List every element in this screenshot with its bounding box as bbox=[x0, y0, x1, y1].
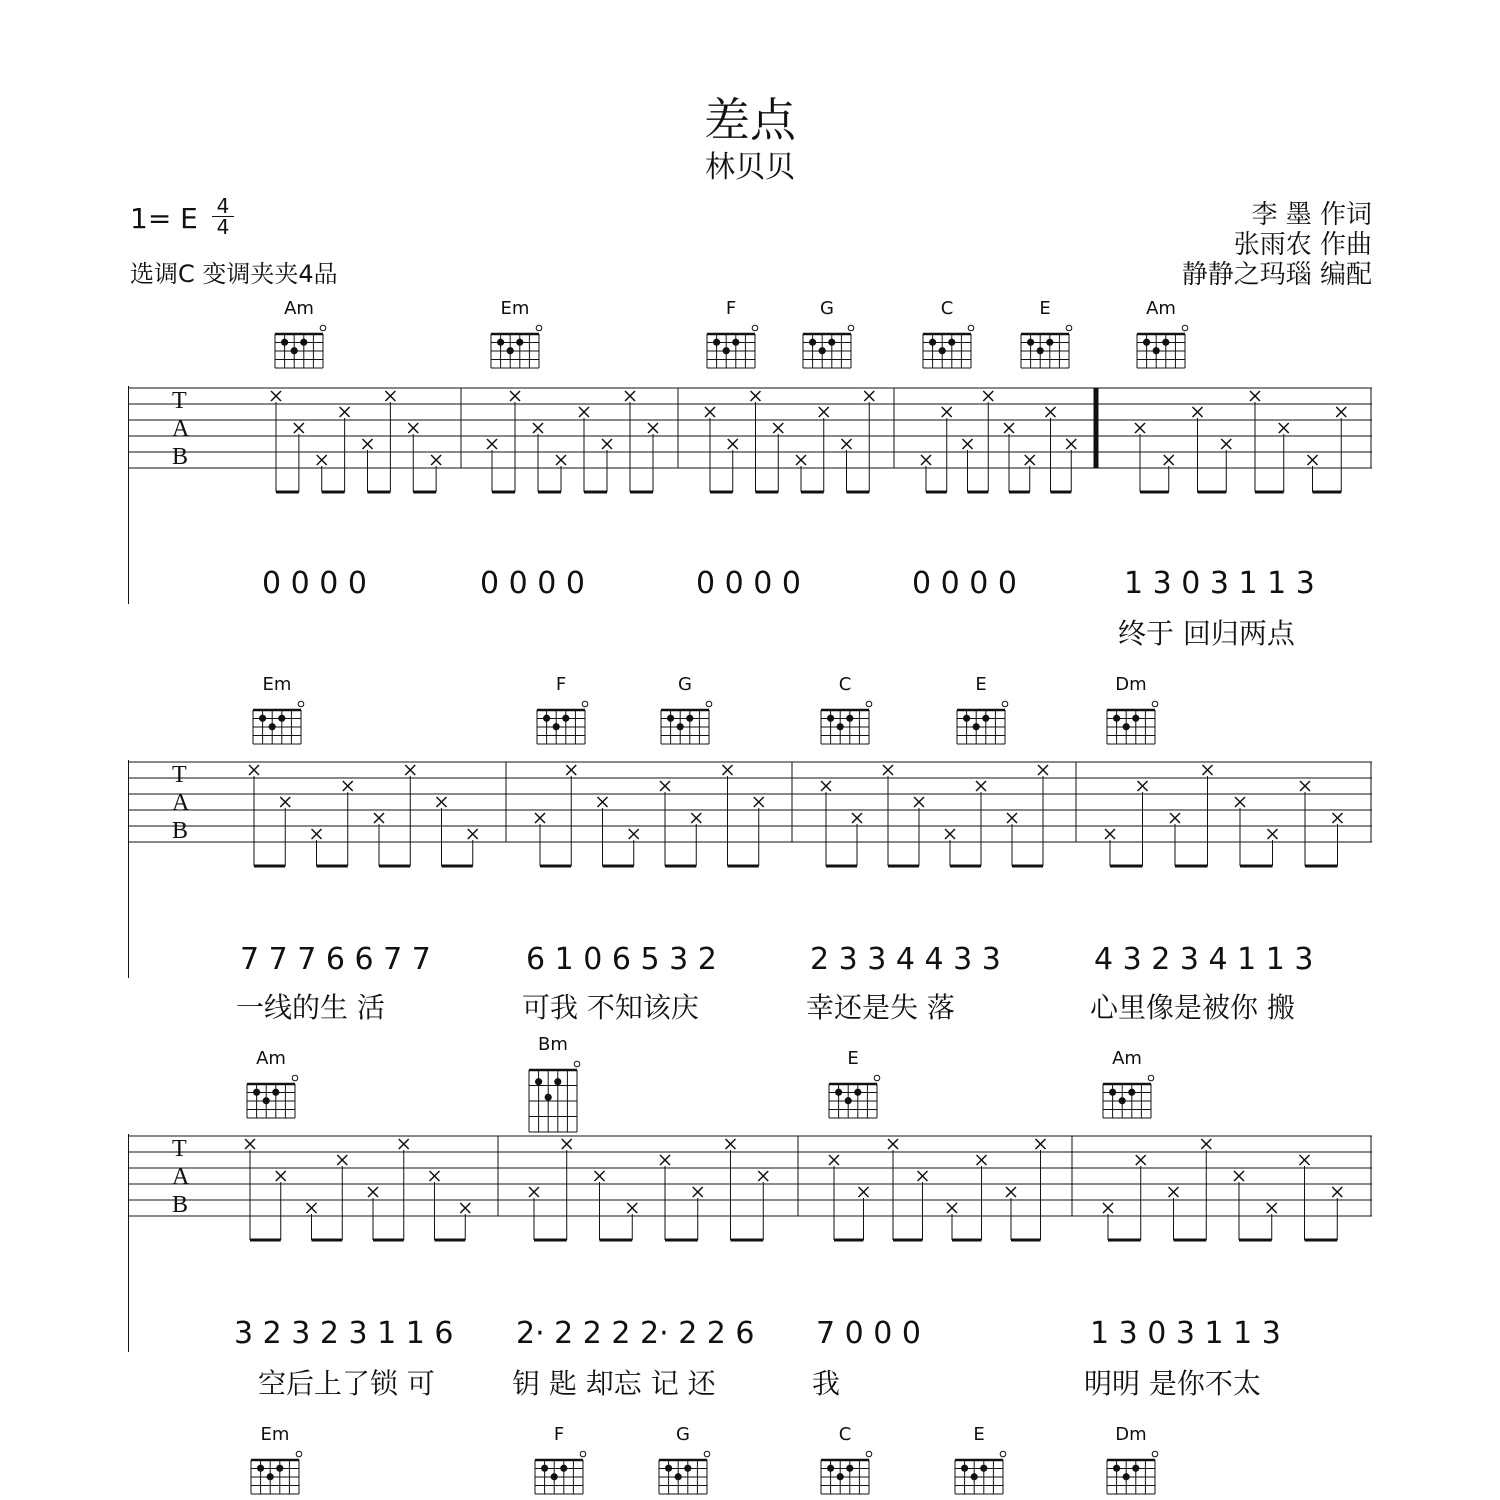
system-bracket bbox=[128, 1134, 129, 1352]
chord-grid bbox=[653, 1446, 713, 1498]
chord-diagram bbox=[1010, 298, 1080, 372]
chord-grid bbox=[917, 320, 977, 372]
chord-name: F bbox=[553, 1424, 565, 1445]
chord-grid bbox=[823, 1070, 883, 1122]
tab-staff bbox=[128, 760, 1372, 870]
chord-name: F bbox=[555, 674, 567, 695]
chord-name: E bbox=[975, 674, 987, 695]
svg-text:B: B bbox=[172, 1192, 189, 1218]
capo-info: 选调C 变调夹夹4品 bbox=[130, 260, 338, 288]
chord-grid bbox=[529, 1446, 589, 1498]
svg-text:A: A bbox=[172, 416, 190, 442]
chord-diagram bbox=[810, 674, 880, 748]
jianpu-measure: 1 3 0 3 1 1 3 bbox=[1090, 1316, 1281, 1351]
jianpu-measure: 2 3 3 4 4 3 3 bbox=[810, 942, 1001, 977]
tab-staff bbox=[128, 386, 1372, 496]
time-bottom: 4 bbox=[216, 215, 230, 239]
chord-grid bbox=[1101, 1446, 1161, 1498]
lyric-line: 我 bbox=[812, 1367, 841, 1400]
svg-text:T: T bbox=[172, 762, 187, 788]
chord-name: E bbox=[973, 1424, 985, 1445]
chord-diagram bbox=[912, 298, 982, 372]
lyric-line: 幸还是失 落 bbox=[806, 991, 955, 1024]
lyric-line: 明明 是你不太 bbox=[1084, 1367, 1261, 1400]
svg-text:T: T bbox=[172, 388, 187, 414]
chord-name: C bbox=[838, 1424, 852, 1445]
tab-staff-lines bbox=[128, 386, 1372, 496]
chord-name: Em bbox=[262, 674, 292, 695]
chord-name: Am bbox=[256, 1048, 286, 1069]
chord-name: Am bbox=[1146, 298, 1176, 319]
tab-staff-lines bbox=[128, 760, 1372, 870]
jianpu-measure: 7 0 0 0 bbox=[816, 1316, 921, 1351]
chord-grid bbox=[1101, 696, 1161, 748]
chord-name: Em bbox=[260, 1424, 290, 1445]
chord-name: G bbox=[820, 298, 834, 319]
chord-name: C bbox=[838, 674, 852, 695]
chord-name: F bbox=[725, 298, 737, 319]
chord-diagram bbox=[1096, 674, 1166, 748]
chord-name: Em bbox=[500, 298, 530, 319]
chord-name: G bbox=[678, 674, 692, 695]
chord-grid bbox=[523, 1056, 583, 1136]
song-title: 差点 bbox=[704, 93, 796, 147]
chord-name: Dm bbox=[1115, 674, 1147, 695]
chord-diagram bbox=[524, 1424, 594, 1498]
svg-text:T: T bbox=[172, 1136, 187, 1162]
chord-diagram bbox=[242, 674, 312, 748]
chord-name: E bbox=[1039, 298, 1051, 319]
lyric-line: 一线的生 活 bbox=[236, 991, 385, 1024]
chord-grid bbox=[655, 696, 715, 748]
svg-text:A: A bbox=[172, 790, 190, 816]
lyric-line: 终于 回归两点 bbox=[1118, 617, 1295, 650]
chord-grid bbox=[485, 320, 545, 372]
jianpu-measure: 2· 2 2 2 2· 2 2 6 bbox=[516, 1316, 755, 1351]
chord-diagram bbox=[648, 1424, 718, 1498]
chord-diagram bbox=[1092, 1048, 1162, 1122]
chord-grid bbox=[241, 1070, 301, 1122]
chord-diagram bbox=[240, 1424, 310, 1498]
time-signature bbox=[212, 196, 234, 237]
chord-diagram bbox=[518, 1034, 588, 1136]
chord-diagram bbox=[264, 298, 334, 372]
chord-grid bbox=[815, 1446, 875, 1498]
chord-diagram bbox=[696, 298, 766, 372]
chord-name: G bbox=[676, 1424, 690, 1445]
jianpu-measure: 0 0 0 0 bbox=[696, 566, 801, 601]
chord-grid bbox=[815, 696, 875, 748]
tab-staff bbox=[128, 1134, 1372, 1244]
jianpu-measure: 0 0 0 0 bbox=[912, 566, 1017, 601]
chord-name: Dm bbox=[1115, 1424, 1147, 1445]
chord-diagram bbox=[944, 1424, 1014, 1498]
chord-diagram bbox=[810, 1424, 880, 1498]
chord-diagram bbox=[480, 298, 550, 372]
chord-grid bbox=[701, 320, 761, 372]
lyric-line: 心里像是被你 搬 bbox=[1090, 991, 1295, 1024]
chord-diagram bbox=[1096, 1424, 1166, 1498]
chord-grid bbox=[1131, 320, 1191, 372]
chord-grid bbox=[247, 696, 307, 748]
chord-grid bbox=[1015, 320, 1075, 372]
artist-name: 林贝贝 bbox=[705, 150, 795, 185]
lyric-line: 钥 匙 却忘 记 还 bbox=[512, 1367, 716, 1400]
chord-grid bbox=[949, 1446, 1009, 1498]
system-bracket bbox=[128, 386, 129, 604]
lyricist-credit: 李 墨 作词 bbox=[1251, 200, 1372, 230]
svg-text:A: A bbox=[172, 1164, 190, 1190]
chord-diagram bbox=[792, 298, 862, 372]
chord-name: C bbox=[940, 298, 954, 319]
chord-grid bbox=[531, 696, 591, 748]
chord-diagram bbox=[818, 1048, 888, 1122]
system-bracket bbox=[128, 760, 129, 978]
lyric-line: 可我 不知该庆 bbox=[522, 991, 699, 1024]
chord-grid bbox=[797, 320, 857, 372]
chord-grid bbox=[269, 320, 329, 372]
chord-diagram bbox=[1126, 298, 1196, 372]
chord-name: E bbox=[847, 1048, 859, 1069]
tab-staff-lines bbox=[128, 1134, 1372, 1244]
arranger-credit: 静静之玛瑙 编配 bbox=[1181, 260, 1372, 290]
chord-diagram bbox=[526, 674, 596, 748]
jianpu-measure: 0 0 0 0 bbox=[262, 566, 367, 601]
chord-grid bbox=[245, 1446, 305, 1498]
jianpu-measure: 6 1 0 6 5 3 2 bbox=[526, 942, 717, 977]
key-signature: 1= E bbox=[130, 202, 198, 235]
chord-name: Am bbox=[1112, 1048, 1142, 1069]
composer-credit: 张雨农 作曲 bbox=[1233, 230, 1372, 260]
jianpu-measure: 3 2 3 2 3 1 1 6 bbox=[234, 1316, 454, 1351]
chord-diagram bbox=[236, 1048, 306, 1122]
jianpu-measure: 1 3 0 3 1 1 3 bbox=[1124, 566, 1315, 601]
chord-grid bbox=[951, 696, 1011, 748]
chord-diagram bbox=[650, 674, 720, 748]
chord-diagram bbox=[946, 674, 1016, 748]
jianpu-measure: 7 7 7 6 6 7 7 bbox=[240, 942, 431, 977]
chord-name: Bm bbox=[538, 1034, 568, 1055]
svg-text:B: B bbox=[172, 818, 189, 844]
lyric-line: 空后上了锁 可 bbox=[258, 1367, 435, 1400]
time-top: 4 bbox=[212, 196, 234, 217]
jianpu-measure: 0 0 0 0 bbox=[480, 566, 585, 601]
jianpu-measure: 4 3 2 3 4 1 1 3 bbox=[1094, 942, 1314, 977]
chord-name: Am bbox=[284, 298, 314, 319]
svg-text:B: B bbox=[172, 444, 189, 470]
chord-grid bbox=[1097, 1070, 1157, 1122]
